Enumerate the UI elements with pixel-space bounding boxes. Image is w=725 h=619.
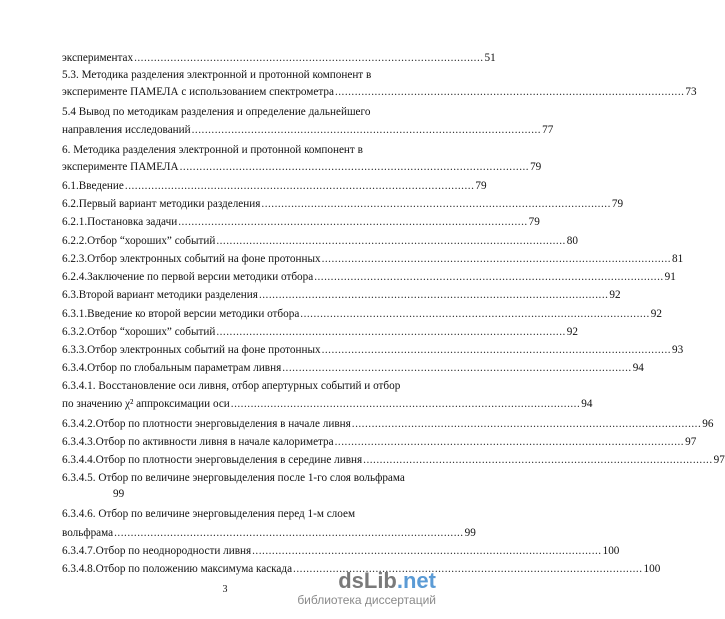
toc-entry — [62, 52, 496, 65]
toc-leader-dots: .......................................................................................................... — [114, 527, 464, 539]
toc-entry-number: 6.3. — [62, 289, 79, 301]
toc-entry-page: 94 — [581, 398, 593, 410]
toc-entry-page: 81 — [672, 253, 684, 265]
toc-leader-dots: .......................................................................................................... — [252, 545, 602, 557]
toc-entry-page: 99 — [464, 527, 476, 539]
toc-entry-text: Введение — [78, 180, 124, 192]
toc-entry-text: Восстановление оси ливня, отбор апертурных событий и отбор — [98, 380, 401, 392]
toc-entry-page: 92 — [650, 308, 662, 320]
watermark-brand-right: .net — [396, 568, 436, 593]
toc-entry-text: Отбор по плотности энерговыделения в начале ливня — [95, 418, 351, 430]
toc-leader-dots: .......................................................................................................... — [191, 124, 542, 136]
toc-entry-number: 6.1. — [62, 180, 79, 192]
toc-entry-number: 6.3.4.5. — [62, 472, 96, 484]
toc-entry-text: Отбор по положению максимума каскада — [95, 563, 293, 575]
watermark-logo — [297, 569, 436, 593]
toc-entry-number: 6.3.4.6. — [62, 508, 96, 520]
toc-leader-dots: .......................................................................................................... — [334, 436, 685, 448]
toc-entry — [62, 326, 578, 339]
toc-entry — [62, 418, 714, 431]
toc-entry-page: 73 — [685, 86, 697, 98]
toc-entry-text: Отбор по неоднородности ливня — [95, 545, 252, 557]
toc-entry-text: Отбор “хороших” событий — [87, 326, 216, 338]
toc-entry-text: экспериментах — [62, 52, 134, 64]
toc-entry-number: 6.3.4. — [62, 362, 88, 374]
toc-entry-text: Отбор электронных событий на фоне протонных — [87, 253, 321, 265]
toc-entry — [62, 436, 697, 449]
toc-entry — [62, 161, 542, 174]
toc-entry-text: Постановка задачи — [87, 216, 178, 228]
toc-entry-page: 79 — [475, 180, 487, 192]
toc-entry — [62, 289, 621, 302]
toc-entry — [62, 271, 676, 284]
toc-entry-text: Отбор по плотности энерговыделения в середине ливня — [95, 454, 363, 466]
toc-entry-text: Отбор электронных событий на фоне протонных — [87, 344, 321, 356]
toc-entry — [62, 308, 662, 321]
toc-entry-text: Введение ко второй версии методики отбора — [87, 308, 300, 320]
toc-entry-number: 6.3.4.8. — [62, 563, 96, 575]
toc-entry-page: 100 — [602, 545, 620, 557]
toc-entry-text: Методика разделения электронной и протонной компонент в — [81, 69, 372, 81]
toc-entry-number: 6.2.3. — [62, 253, 88, 265]
toc-entry-text: Отбор по глобальным параметрам ливня — [87, 362, 282, 374]
toc-entry-page: 100 — [643, 563, 661, 575]
toc-entry — [62, 180, 487, 193]
toc-entry — [62, 144, 363, 157]
toc-entry-page: 79 — [611, 198, 624, 210]
toc-entry — [62, 198, 624, 211]
toc-entry-number: 6.3.1. — [62, 308, 88, 320]
watermark — [297, 569, 436, 607]
toc-entry-page: 92 — [609, 289, 621, 301]
toc-entry — [62, 454, 725, 467]
toc-entry-page: 94 — [632, 362, 644, 374]
toc-leader-dots: .......................................................................................................... — [261, 198, 611, 210]
toc-entry-number: 6.3.3. — [62, 344, 88, 356]
toc-entry-text: Заключение по первой версии методики отбора — [87, 271, 314, 283]
toc-entry-text: по значению χ² аппроксимации оси — [62, 398, 230, 410]
toc-entry-page: 51 — [484, 52, 496, 64]
toc-leader-dots: .......................................................................................................... — [321, 253, 672, 265]
toc-entry — [62, 527, 476, 540]
toc-entry-page: 92 — [566, 326, 578, 338]
toc-leader-dots: .......................................................................................................... — [363, 454, 713, 466]
toc-entry-page: 80 — [566, 235, 578, 247]
toc-leader-dots: .......................................................................................................... — [282, 362, 632, 374]
toc-entry-number: 5.3. — [62, 69, 79, 81]
toc-entry-text: Отбор по активности ливня в начале калориметра — [95, 436, 334, 448]
toc-entry-page: 79 — [530, 161, 542, 173]
toc-entry-number: 6.2.2. — [62, 235, 88, 247]
toc-entry-number: 6.2.4. — [62, 271, 88, 283]
toc-entry-text: Первый вариант методики разделения — [78, 198, 261, 210]
toc-entry-page: 97 — [713, 454, 725, 466]
toc-leader-dots: .......................................................................................................... — [351, 418, 702, 430]
toc-entry-number: 6.3.2. — [62, 326, 88, 338]
toc-entry-text: Вывод по методикам разделения и определение дальнейшего — [78, 106, 371, 118]
toc-entry — [62, 235, 578, 248]
toc-entry-page: 77 — [542, 124, 554, 136]
toc-entry-text: Методика разделения электронной и протонной компонент в — [73, 144, 363, 156]
toc-entry — [62, 362, 644, 375]
toc-entry-number: 6.2. — [62, 198, 79, 210]
toc-leader-dots: .......................................................................................................... — [124, 180, 475, 192]
toc-leader-dots: .......................................................................................................... — [321, 344, 672, 356]
toc-entry — [62, 216, 540, 229]
toc-entry-page: 97 — [685, 436, 697, 448]
toc-entry — [62, 344, 684, 357]
toc-entry — [62, 545, 620, 558]
toc-entry-page — [113, 488, 124, 501]
toc-entry-text: эксперименте ПАМЕЛА — [62, 161, 179, 173]
watermark-brand-left: dsLib — [338, 568, 397, 593]
toc-entry-text: Отбор по величине энерговыделения после 1-го слоя вольфрама — [98, 472, 405, 484]
toc-entry — [62, 508, 355, 521]
toc-entry-text: Отбор “хороших” событий — [87, 235, 216, 247]
toc-entry-text: Отбор по величине энерговыделения перед 1-м слоем — [98, 508, 356, 520]
toc-leader-dots: .......................................................................................................... — [230, 398, 581, 410]
toc-entry — [62, 253, 684, 266]
toc-entry-number: 6.2.1. — [62, 216, 88, 228]
watermark-subtitle: библиотека диссертаций — [297, 593, 436, 607]
toc-leader-dots: .......................................................................................................... — [216, 235, 566, 247]
toc-entry — [62, 398, 593, 411]
toc-entry-number: 6.3.4.4. — [62, 454, 96, 466]
toc-entry — [62, 472, 405, 485]
toc-entry-text: Второй вариант методики разделения — [78, 289, 258, 301]
toc-entry-text: направления исследований — [62, 124, 191, 136]
toc-leader-dots: .......................................................................................................... — [178, 216, 528, 228]
toc-leader-dots: .......................................................................................................... — [179, 161, 530, 173]
toc-entry-number: 6.3.4.1. — [62, 380, 96, 392]
toc-entry-number: 6. — [62, 144, 71, 156]
toc-entry — [62, 69, 371, 82]
toc-entry — [62, 106, 370, 119]
toc-entry-text: вольфрама — [62, 527, 114, 539]
toc-leader-dots: .......................................................................................................... — [293, 563, 643, 575]
toc-entry-number: 6.3.4.2. — [62, 418, 96, 430]
toc-leader-dots: .......................................................................................................... — [134, 52, 484, 64]
toc-leader-dots: .......................................................................................................... — [300, 308, 650, 320]
page-number: 3 — [222, 584, 228, 595]
toc-entry-text: эксперименте ПАМЕЛА с использованием спектрометра — [62, 86, 334, 98]
toc-entry-page: 96 — [702, 418, 714, 430]
toc-leader-dots: .......................................................................................................... — [216, 326, 566, 338]
toc-leader-dots: .......................................................................................................... — [334, 86, 685, 98]
toc-entry-number: 6.3.4.3. — [62, 436, 96, 448]
toc-entry — [62, 124, 554, 137]
toc-entry-number: 6.3.4.7. — [62, 545, 96, 557]
toc-entry-page: 91 — [664, 271, 676, 283]
toc-leader-dots: .......................................................................................................... — [258, 289, 609, 301]
toc-entry-page: 93 — [672, 344, 684, 356]
toc-entry-text: 99 — [113, 488, 125, 500]
toc-entry — [62, 380, 400, 393]
toc-entry-page: 79 — [528, 216, 540, 228]
toc-entry — [62, 86, 697, 99]
toc-leader-dots: .......................................................................................................... — [314, 271, 664, 283]
toc-entry-number: 5.4 — [62, 106, 76, 118]
